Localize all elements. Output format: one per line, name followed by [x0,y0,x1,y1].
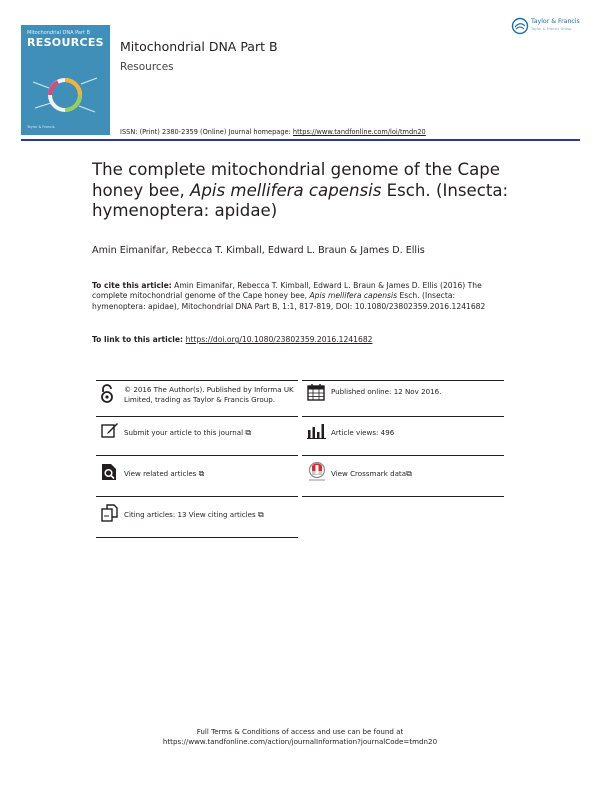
link-label: To link to this article: [92,335,186,344]
info-divider [96,416,298,417]
issn-line [120,128,426,136]
crossmark-link[interactable]: View Crossmark data⧉ [331,469,412,478]
info-divider [96,537,298,538]
citation-species: Apis mellifera capensis [309,291,398,301]
cover-genome-ring-icon [29,70,101,120]
info-divider [302,455,504,456]
submit-article-link[interactable]: Submit your article to this journal ⧉ [124,428,252,437]
citing-articles-icon [101,504,119,522]
external-link-icon: ⧉ [198,469,205,478]
journal-subtitle: Resources [120,61,174,73]
journal-homepage-link[interactable]: https://www.tandfonline.com/loi/tmdn20 [292,128,426,136]
related-articles-link[interactable]: View related articles ⧉ [124,469,205,478]
terms-line-1: Full Terms & Conditions of access and use can be found at [196,727,404,736]
publisher-logo[interactable] [510,15,585,37]
published-date: Published online: 12 Nov 2016. [331,387,442,396]
journal-title: Mitochondrial DNA Part B [120,39,278,54]
cover-publisher-text: Taylor & Francis [27,125,55,129]
info-divider [302,496,504,497]
external-link-icon: ⧉ [245,428,252,437]
external-link-icon: ⧉ [257,510,264,519]
header-divider [21,139,580,141]
article-authors: Amin Eimanifar, Rebecca T. Kimball, Edward L. Braun & James D. Ellis [92,245,425,256]
article-doi-link[interactable]: https://doi.org/10.1080/23802359.2016.1241682 [185,335,373,344]
citation-doi-link[interactable]: 10.1080/23802359.2016.1241682 [354,301,486,311]
info-divider [302,416,504,417]
edit-pencil-icon [101,421,119,439]
crossmark-icon [308,462,326,482]
external-link-icon: ⧉ [406,469,412,478]
journal-cover-image [21,25,110,135]
bar-chart-icon [307,423,327,439]
taylor-francis-icon [511,17,529,35]
terms-url-link[interactable]: https://www.tandfonline.com/action/journalInformation?journalCode=tmdn20 [162,737,438,747]
link-to-article [92,335,372,344]
citing-articles-link[interactable]: Citing articles: 13 View citing articles ⧉ [124,510,264,519]
cover-journal-name: Mitochondrial DNA Part B [27,30,91,36]
cover-resources-title: RESOURCES [27,36,104,49]
info-divider [96,380,298,381]
article-title-species: Apis mellifera capensis [190,180,382,200]
related-articles-search-icon [101,463,117,481]
article-views: Article views: 496 [331,428,395,437]
issn-text: ISSN: (Print) 2380-2359 (Online) Journal homepage: [120,128,293,136]
article-title: The complete mitochondrial genome of the Cape honey bee, Apis mellifera capensis Esch. (Insecta: hymenoptera: apidae) [92,160,509,220]
info-divider [96,455,298,456]
publisher-logo-tagline: Taylor & Francis Group [531,27,572,31]
terms-footer [0,727,600,748]
citation-label: To cite this article: [92,281,172,290]
license-text: © 2016 The Author(s). Published by Informa UK Limited, trading as Taylor & Francis Group. [124,385,294,404]
open-access-icon [100,384,114,404]
calendar-icon [307,383,325,401]
publisher-logo-name: Taylor & Francis [531,18,580,25]
info-divider [302,380,504,381]
citation-block: To cite this article: Amin Eimanifar, Rebecca T. Kimball, Edward L. Braun & James D. Ellis (2016) The complete mitochondrial genome of the Cape honey bee, Apis mellifera capensis Esch. (Insecta: hymenoptera: apidae), Mitochondrial DNA Part B, 1:1, 817-819, DOI: 10.1080/23802359.2016.1241682 [92,281,486,311]
info-divider [96,496,298,497]
